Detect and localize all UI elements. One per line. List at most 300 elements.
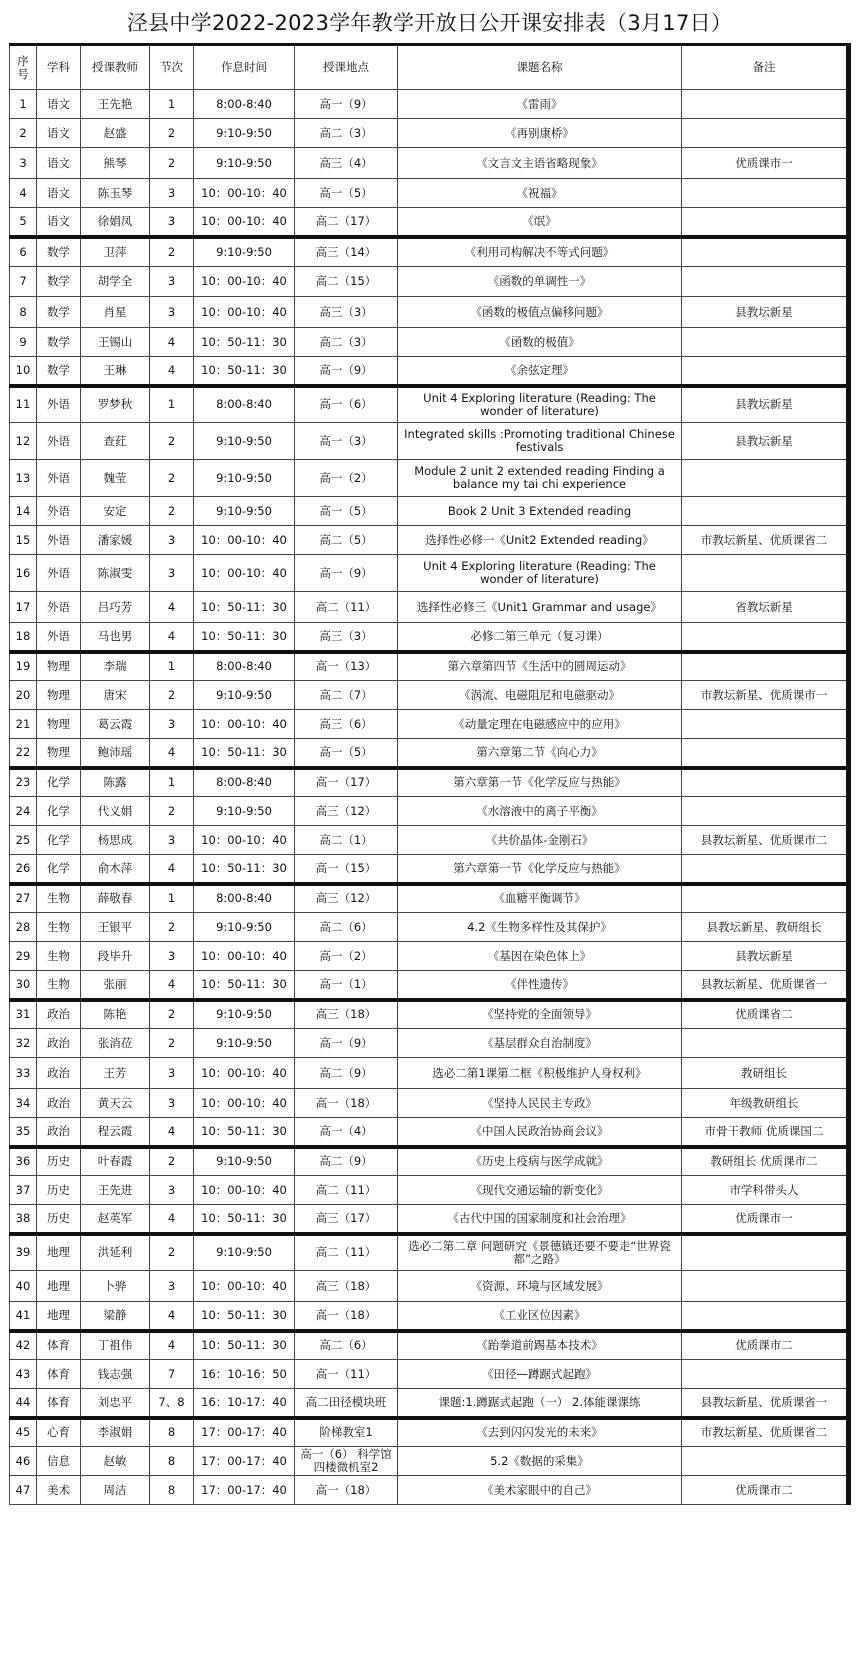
cell-time: 8:00-8:40 (194, 768, 295, 797)
cell-note: 市教坛新星、优质课省二 (682, 1418, 849, 1447)
cell-topic: 《基层群众自治制度》 (398, 1029, 682, 1058)
cell-teacher: 罗梦秋 (81, 386, 150, 423)
cell-topic: Unit 4 Exploring literature (Reading: The wonder of literature) (398, 386, 682, 423)
cell-time: 9:10-9:50 (194, 497, 295, 526)
cell-no: 2 (10, 119, 37, 148)
cell-topic: 4.2《生物多样性及其保护》 (398, 913, 682, 942)
cell-teacher: 查荭 (81, 423, 150, 460)
cell-teacher: 杨思成 (81, 826, 150, 855)
cell-place: 高二（11） (295, 592, 398, 623)
cell-subject: 地理 (37, 1302, 81, 1331)
cell-time: 10：00-10：40 (194, 179, 295, 208)
cell-place: 高三（12） (295, 884, 398, 913)
cell-topic: 选择性必修一《Unit2 Extended reading》 (398, 526, 682, 555)
cell-place: 高二（3） (295, 119, 398, 148)
cell-note: 优质课市二 (682, 1476, 849, 1505)
cell-period: 8 (150, 1418, 194, 1447)
cell-topic: 《坚持人民民主专政》 (398, 1089, 682, 1118)
header-note: 备注 (682, 45, 849, 90)
cell-topic: 《美术家眼中的自己》 (398, 1476, 682, 1505)
cell-note (682, 884, 849, 913)
cell-time: 10：00-10：40 (194, 1271, 295, 1302)
table-row (10, 460, 849, 497)
cell-no: 11 (10, 386, 37, 423)
cell-subject: 语文 (37, 148, 81, 179)
cell-teacher: 代义娟 (81, 797, 150, 826)
cell-no: 39 (10, 1234, 37, 1271)
cell-note: 教研组长 (682, 1058, 849, 1089)
cell-period: 2 (150, 460, 194, 497)
cell-subject: 体育 (37, 1331, 81, 1360)
cell-no: 40 (10, 1271, 37, 1302)
cell-period: 1 (150, 884, 194, 913)
cell-time: 9:10-9:50 (194, 1234, 295, 1271)
cell-period: 3 (150, 1176, 194, 1205)
cell-place: 高三（4） (295, 148, 398, 179)
cell-topic: 第六章第一节《化学反应与热能》 (398, 768, 682, 797)
page-title: 泾县中学2022-2023学年教学开放日公开课安排表（3月17日） (126, 11, 733, 35)
cell-period: 2 (150, 1000, 194, 1029)
cell-place: 高三（3） (295, 623, 398, 652)
cell-time: 16：10-17：40 (194, 1389, 295, 1418)
cell-period: 3 (150, 526, 194, 555)
cell-teacher: 唐宋 (81, 681, 150, 710)
cell-period: 4 (150, 1118, 194, 1147)
cell-note (682, 623, 849, 652)
header-period: 节次 (150, 45, 194, 90)
cell-teacher: 熊琴 (81, 148, 150, 179)
cell-subject: 政治 (37, 1058, 81, 1089)
cell-no: 24 (10, 797, 37, 826)
cell-time: 10：50-11：30 (194, 1331, 295, 1360)
cell-no: 15 (10, 526, 37, 555)
cell-note (682, 1029, 849, 1058)
cell-period: 4 (150, 328, 194, 357)
cell-no: 28 (10, 913, 37, 942)
table-row (10, 267, 849, 297)
cell-place: 高二（7） (295, 681, 398, 710)
cell-period: 8 (150, 1476, 194, 1505)
table-row (10, 1176, 849, 1205)
cell-note (682, 1447, 849, 1476)
cell-time: 9:10-9:50 (194, 460, 295, 497)
cell-note (682, 119, 849, 148)
table-row (10, 652, 849, 681)
cell-period: 3 (150, 555, 194, 592)
cell-topic: 《资源、环境与区域发展》 (398, 1271, 682, 1302)
cell-subject: 外语 (37, 555, 81, 592)
cell-note: 县教坛新星 (682, 423, 849, 460)
cell-teacher: 李淑娟 (81, 1418, 150, 1447)
cell-subject: 数学 (37, 357, 81, 386)
cell-note (682, 1234, 849, 1271)
cell-topic: 《氓》 (398, 208, 682, 237)
table-row (10, 148, 849, 179)
table-row (10, 1147, 849, 1176)
cell-topic: 《函数的单调性一》 (398, 267, 682, 297)
cell-period: 1 (150, 652, 194, 681)
table-row (10, 119, 849, 148)
cell-no: 22 (10, 739, 37, 768)
cell-place: 高一（3） (295, 423, 398, 460)
cell-subject: 语文 (37, 179, 81, 208)
cell-time: 10：50-11：30 (194, 623, 295, 652)
cell-teacher: 陈淑雯 (81, 555, 150, 592)
cell-teacher: 丁祖伟 (81, 1331, 150, 1360)
cell-teacher: 赵敏 (81, 1447, 150, 1476)
table-row (10, 826, 849, 855)
cell-topic: 选必二第1课第二框《积极维护人身权利》 (398, 1058, 682, 1089)
cell-note (682, 555, 849, 592)
table-row (10, 423, 849, 460)
cell-place: 高二田径模块班 (295, 1389, 398, 1418)
cell-teacher: 葛云霞 (81, 710, 150, 739)
cell-topic: Module 2 unit 2 extended reading Finding a balance my tai chi experience (398, 460, 682, 497)
cell-no: 45 (10, 1418, 37, 1447)
cell-teacher: 王锡山 (81, 328, 150, 357)
cell-no: 44 (10, 1389, 37, 1418)
cell-no: 34 (10, 1089, 37, 1118)
cell-note (682, 237, 849, 267)
cell-subject: 物理 (37, 652, 81, 681)
table-row (10, 1389, 849, 1418)
table-row (10, 1447, 849, 1476)
table-row (10, 710, 849, 739)
cell-topic: 《水溶液中的离子平衡》 (398, 797, 682, 826)
cell-place: 高二（17） (295, 208, 398, 237)
cell-teacher: 王芳 (81, 1058, 150, 1089)
cell-subject: 地理 (37, 1234, 81, 1271)
cell-subject: 生物 (37, 942, 81, 971)
cell-place: 高一（15） (295, 855, 398, 884)
cell-subject: 数学 (37, 328, 81, 357)
cell-time: 9:10-9:50 (194, 119, 295, 148)
cell-time: 8:00-8:40 (194, 90, 295, 119)
cell-no: 16 (10, 555, 37, 592)
cell-time: 8:00-8:40 (194, 386, 295, 423)
cell-note: 教研组长 优质课市二 (682, 1147, 849, 1176)
cell-place: 高二（6） (295, 913, 398, 942)
cell-subject: 化学 (37, 855, 81, 884)
cell-place: 高一（1） (295, 971, 398, 1000)
cell-place: 高二（1） (295, 826, 398, 855)
cell-no: 5 (10, 208, 37, 237)
cell-time: 10：00-10：40 (194, 555, 295, 592)
cell-period: 3 (150, 267, 194, 297)
cell-teacher: 吕巧芳 (81, 592, 150, 623)
cell-period: 3 (150, 297, 194, 328)
table-row (10, 1058, 849, 1089)
cell-teacher: 陈艳 (81, 1000, 150, 1029)
table-row (10, 1205, 849, 1234)
cell-time: 10：00-10：40 (194, 710, 295, 739)
cell-topic: Integrated skills :Promoting traditional Chinese festivals (398, 423, 682, 460)
cell-period: 8 (150, 1447, 194, 1476)
table-row (10, 623, 849, 652)
cell-no: 25 (10, 826, 37, 855)
cell-place: 高一（2） (295, 460, 398, 497)
table-row (10, 971, 849, 1000)
table-row (10, 913, 849, 942)
cell-topic: 选必二第二章 问题研究《景德镇还要不要走“世界瓷都”之路》 (398, 1234, 682, 1271)
cell-teacher: 鲍沛瑶 (81, 739, 150, 768)
header-place: 授课地点 (295, 45, 398, 90)
cell-teacher: 梁静 (81, 1302, 150, 1331)
cell-subject: 政治 (37, 1118, 81, 1147)
cell-time: 10：50-11：30 (194, 592, 295, 623)
cell-no: 3 (10, 148, 37, 179)
cell-teacher: 王先进 (81, 1176, 150, 1205)
cell-topic: 5.2《数据的采集》 (398, 1447, 682, 1476)
cell-period: 4 (150, 1331, 194, 1360)
cell-subject: 物理 (37, 710, 81, 739)
cell-note: 县教坛新星、优质课省一 (682, 971, 849, 1000)
cell-teacher: 魏莹 (81, 460, 150, 497)
table-row (10, 797, 849, 826)
cell-note (682, 267, 849, 297)
cell-place: 高一（2） (295, 942, 398, 971)
cell-no: 26 (10, 855, 37, 884)
cell-teacher: 徐娟凤 (81, 208, 150, 237)
cell-teacher: 赵英军 (81, 1205, 150, 1234)
cell-note (682, 328, 849, 357)
cell-period: 2 (150, 1234, 194, 1271)
cell-subject: 外语 (37, 386, 81, 423)
cell-period: 1 (150, 90, 194, 119)
cell-teacher: 王先艳 (81, 90, 150, 119)
cell-period: 3 (150, 1271, 194, 1302)
cell-teacher: 张丽 (81, 971, 150, 1000)
cell-teacher: 胡学全 (81, 267, 150, 297)
cell-period: 3 (150, 1058, 194, 1089)
cell-period: 2 (150, 681, 194, 710)
cell-topic: 《去到闪闪发光的未来》 (398, 1418, 682, 1447)
table-row (10, 942, 849, 971)
table-row (10, 855, 849, 884)
cell-period: 2 (150, 913, 194, 942)
cell-teacher: 李瑞 (81, 652, 150, 681)
cell-period: 4 (150, 739, 194, 768)
cell-topic: Book 2 Unit 3 Extended reading (398, 497, 682, 526)
cell-time: 10：50-11：30 (194, 328, 295, 357)
cell-note: 县教坛新星 (682, 297, 849, 328)
cell-period: 4 (150, 357, 194, 386)
cell-no: 23 (10, 768, 37, 797)
table-row (10, 1418, 849, 1447)
cell-subject: 数学 (37, 237, 81, 267)
cell-teacher: 周洁 (81, 1476, 150, 1505)
cell-subject: 生物 (37, 913, 81, 942)
cell-subject: 外语 (37, 526, 81, 555)
cell-time: 10：50-11：30 (194, 971, 295, 1000)
cell-subject: 历史 (37, 1147, 81, 1176)
header-subject: 学科 (37, 45, 81, 90)
cell-time: 10：50-11：30 (194, 1118, 295, 1147)
table-row (10, 739, 849, 768)
cell-teacher: 张消莅 (81, 1029, 150, 1058)
cell-teacher: 赵盛 (81, 119, 150, 148)
cell-place: 高二（15） (295, 267, 398, 297)
cell-topic: 《跆拳道前踢基本技术》 (398, 1331, 682, 1360)
cell-teacher: 段毕升 (81, 942, 150, 971)
cell-place: 高二（11） (295, 1176, 398, 1205)
cell-no: 42 (10, 1331, 37, 1360)
cell-subject: 语文 (37, 119, 81, 148)
cell-note: 市骨干教师 优质课国二 (682, 1118, 849, 1147)
cell-note: 优质课市一 (682, 148, 849, 179)
cell-note: 省教坛新星 (682, 592, 849, 623)
cell-place: 高一（5） (295, 497, 398, 526)
cell-time: 8:00-8:40 (194, 884, 295, 913)
cell-place: 高一（17） (295, 768, 398, 797)
cell-place: 高一（11） (295, 1360, 398, 1389)
cell-subject: 化学 (37, 768, 81, 797)
cell-time: 10：00-10：40 (194, 526, 295, 555)
cell-teacher: 洪延利 (81, 1234, 150, 1271)
cell-period: 4 (150, 1205, 194, 1234)
cell-place: 高一（4） (295, 1118, 398, 1147)
cell-topic: 《雷雨》 (398, 90, 682, 119)
table-row (10, 592, 849, 623)
cell-note (682, 460, 849, 497)
table-row (10, 297, 849, 328)
cell-time: 10：00-10：40 (194, 1176, 295, 1205)
cell-period: 7 (150, 1360, 194, 1389)
cell-subject: 物理 (37, 681, 81, 710)
cell-subject: 语文 (37, 208, 81, 237)
cell-time: 9:10-9:50 (194, 797, 295, 826)
cell-no: 9 (10, 328, 37, 357)
cell-topic: 《田径—蹲踞式起跑》 (398, 1360, 682, 1389)
cell-subject: 历史 (37, 1205, 81, 1234)
cell-subject: 生物 (37, 884, 81, 913)
cell-no: 47 (10, 1476, 37, 1505)
cell-subject: 政治 (37, 1029, 81, 1058)
cell-period: 2 (150, 1147, 194, 1176)
cell-no: 4 (10, 179, 37, 208)
cell-time: 10：50-11：30 (194, 739, 295, 768)
cell-topic: 选择性必修三《Unit1 Grammar and usage》 (398, 592, 682, 623)
cell-place: 高一（9） (295, 555, 398, 592)
cell-no: 41 (10, 1302, 37, 1331)
cell-note (682, 710, 849, 739)
cell-period: 4 (150, 1302, 194, 1331)
cell-note (682, 1271, 849, 1302)
cell-topic: 《文言文主语省略现象》 (398, 148, 682, 179)
cell-place: 高一（5） (295, 739, 398, 768)
cell-topic: 第六章第二节《向心力》 (398, 739, 682, 768)
cell-time: 9:10-9:50 (194, 681, 295, 710)
cell-subject: 物理 (37, 739, 81, 768)
cell-subject: 地理 (37, 1271, 81, 1302)
cell-note (682, 179, 849, 208)
cell-period: 3 (150, 179, 194, 208)
cell-teacher: 程云霞 (81, 1118, 150, 1147)
table-row (10, 179, 849, 208)
cell-place: 高一（18） (295, 1476, 398, 1505)
table-row (10, 328, 849, 357)
cell-teacher: 钱志强 (81, 1360, 150, 1389)
cell-period: 1 (150, 768, 194, 797)
table-row (10, 357, 849, 386)
cell-teacher: 黄天云 (81, 1089, 150, 1118)
cell-period: 4 (150, 623, 194, 652)
cell-note: 县教坛新星 (682, 386, 849, 423)
table-row (10, 555, 849, 592)
cell-no: 20 (10, 681, 37, 710)
cell-topic: 《利用司构解决不等式问题》 (398, 237, 682, 267)
table-row (10, 1000, 849, 1029)
cell-place: 高一（13） (295, 652, 398, 681)
cell-subject: 数学 (37, 267, 81, 297)
cell-period: 3 (150, 826, 194, 855)
cell-period: 3 (150, 710, 194, 739)
cell-topic: 第六章第四节《生活中的圆周运动》 (398, 652, 682, 681)
cell-subject: 生物 (37, 971, 81, 1000)
cell-time: 9:10-9:50 (194, 1029, 295, 1058)
table-row (10, 1029, 849, 1058)
cell-subject: 历史 (37, 1176, 81, 1205)
cell-no: 37 (10, 1176, 37, 1205)
table-row (10, 1118, 849, 1147)
table-row (10, 526, 849, 555)
cell-note (682, 90, 849, 119)
cell-topic: 《函数的极值》 (398, 328, 682, 357)
cell-topic: 《中国人民政治协商会议》 (398, 1118, 682, 1147)
cell-time: 10：50-11：30 (194, 1205, 295, 1234)
cell-period: 1 (150, 386, 194, 423)
cell-time: 10：00-10：40 (194, 1089, 295, 1118)
cell-no: 7 (10, 267, 37, 297)
cell-note (682, 497, 849, 526)
cell-no: 31 (10, 1000, 37, 1029)
cell-topic: 《共价晶体-金刚石》 (398, 826, 682, 855)
cell-time: 10：00-10：40 (194, 942, 295, 971)
cell-no: 13 (10, 460, 37, 497)
cell-time: 17：00-17：40 (194, 1447, 295, 1476)
cell-subject: 体育 (37, 1389, 81, 1418)
cell-time: 17：00-17：40 (194, 1418, 295, 1447)
cell-place: 高一（9） (295, 357, 398, 386)
cell-no: 33 (10, 1058, 37, 1089)
cell-no: 35 (10, 1118, 37, 1147)
cell-period: 3 (150, 208, 194, 237)
cell-subject: 外语 (37, 423, 81, 460)
cell-place: 高三（17） (295, 1205, 398, 1234)
cell-period: 4 (150, 971, 194, 1000)
cell-place: 高一（6） (295, 386, 398, 423)
cell-note (682, 652, 849, 681)
cell-subject: 信息 (37, 1447, 81, 1476)
cell-topic: 必修二第三单元（复习课） (398, 623, 682, 652)
cell-note (682, 768, 849, 797)
cell-teacher: 卫萍 (81, 237, 150, 267)
cell-period: 2 (150, 237, 194, 267)
cell-place: 高一（6） 科学馆四楼微机室2 (295, 1447, 398, 1476)
cell-teacher: 马也男 (81, 623, 150, 652)
cell-place: 高一（18） (295, 1089, 398, 1118)
cell-note (682, 1360, 849, 1389)
cell-teacher: 俞木萍 (81, 855, 150, 884)
cell-subject: 政治 (37, 1089, 81, 1118)
cell-note (682, 208, 849, 237)
table-row (10, 1089, 849, 1118)
cell-place: 高一（18） (295, 1302, 398, 1331)
table-row (10, 208, 849, 237)
cell-time: 10：00-10：40 (194, 297, 295, 328)
cell-subject: 外语 (37, 497, 81, 526)
cell-no: 8 (10, 297, 37, 328)
